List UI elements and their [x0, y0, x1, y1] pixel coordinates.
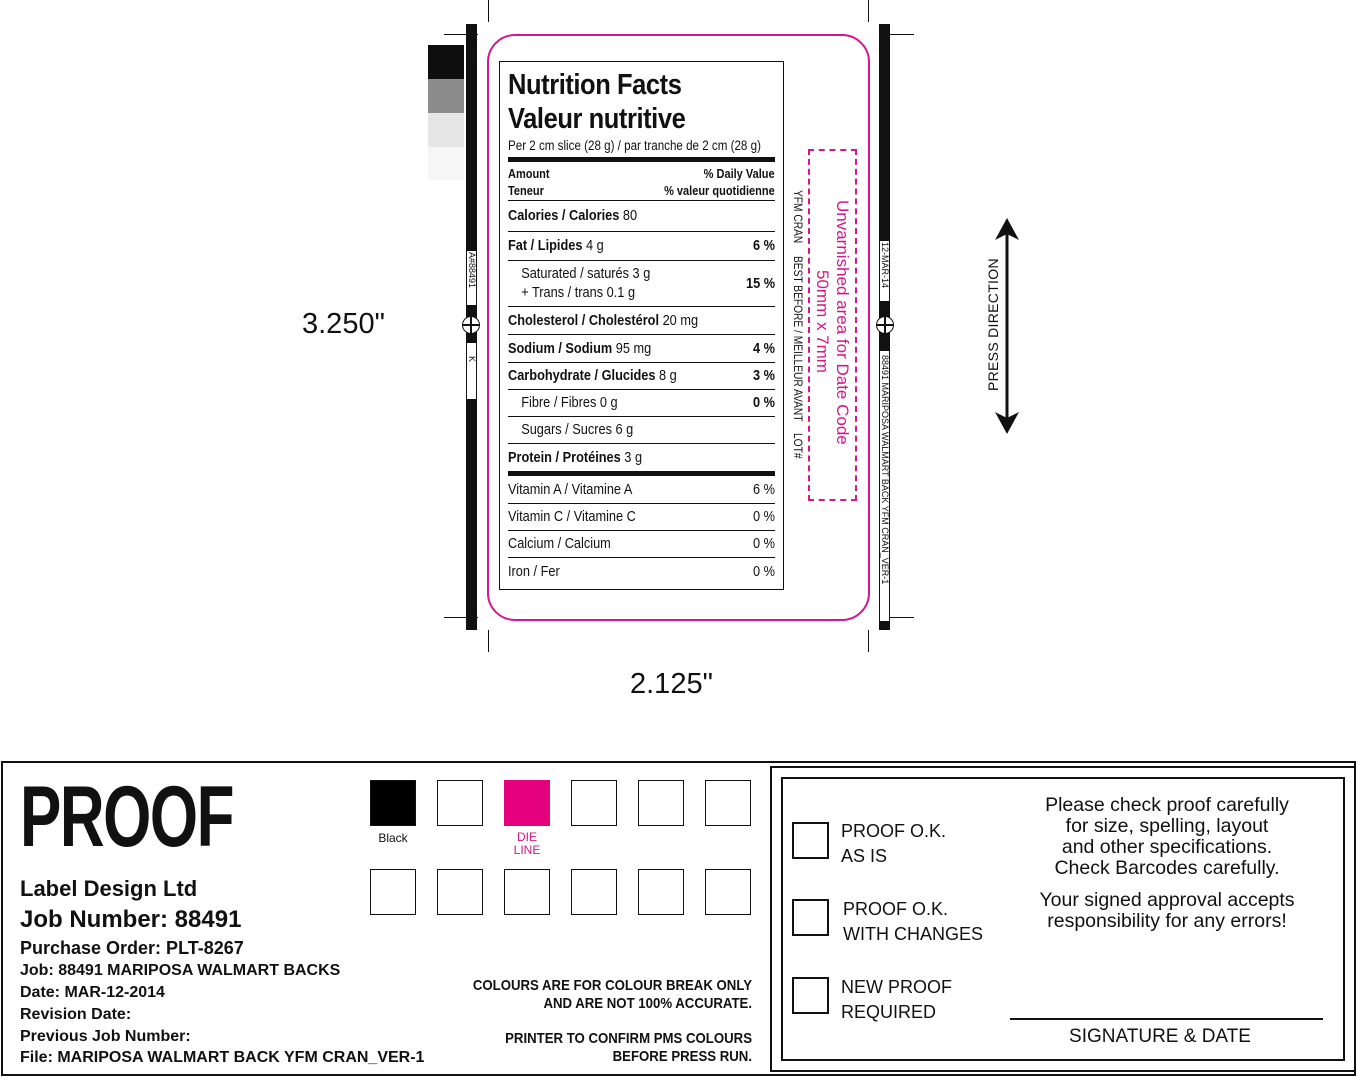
sugars-label: Sugars / Sucres 6 g: [521, 422, 634, 438]
colour-note-line1: COLOURS ARE FOR COLOUR BREAK ONLY: [472, 977, 752, 994]
job-description: Job: 88491 MARIPOSA WALMART BACKS: [20, 962, 341, 979]
vitamin-value: 0 %: [753, 536, 775, 552]
message-line: for size, spelling, layout: [1065, 815, 1269, 837]
signature-label: SIGNATURE & DATE: [1069, 1026, 1251, 1047]
cholesterol-label: Cholesterol / Cholestérol: [508, 312, 660, 329]
option-line1: NEW PROOF: [841, 977, 952, 997]
cholesterol-amount: 20 mg: [662, 312, 699, 329]
vitamin-label: Iron / Fer: [508, 563, 560, 580]
option-line2: AS IS: [841, 846, 888, 866]
swatch-die-label: [504, 831, 550, 857]
swatch-black: [370, 780, 416, 826]
best-before-text: BEST BEFORE / MEILLEUR AVANT: [791, 256, 805, 422]
crop-mark: [868, 0, 869, 22]
job-date: Date: MAR-12-2014: [20, 984, 165, 1001]
new-proof-required-label: [841, 975, 952, 1025]
carbohydrate-dv: 3 %: [753, 368, 775, 384]
saturated-row: [508, 261, 775, 307]
calories-label: Calories / Calories: [508, 208, 620, 224]
teneur-label: Teneur: [508, 184, 544, 198]
job-number: Job Number: 88491: [20, 906, 242, 933]
vitamin-label: Vitamin A / Vitamine A: [508, 481, 633, 498]
left-k-box: [466, 342, 477, 400]
crop-mark: [488, 630, 489, 652]
vitamin-row: [508, 558, 775, 585]
sodium-dv: 4 %: [753, 340, 775, 357]
date-code-line1: Unvarnished area for Date Code: [833, 200, 852, 445]
sugars-row: [508, 417, 775, 444]
printer-note: [400, 1030, 752, 1066]
swatch-die-label-line2: LINE: [513, 843, 541, 857]
swatch-empty: [437, 780, 483, 826]
fat-row: [508, 232, 775, 261]
fibre-row: [508, 390, 775, 417]
previous-job-number: Previous Job Number:: [20, 1028, 191, 1045]
vitamin-row: [508, 476, 775, 504]
swatch-black-label: Black: [378, 831, 408, 845]
right-date-text: 12-MAR-14: [880, 242, 890, 289]
swatch-empty: [638, 780, 684, 826]
nutrition-title-fr: Valeur nutritive: [508, 103, 686, 135]
vitamin-value: 0 %: [753, 509, 775, 525]
option-line1: PROOF O.K.: [841, 821, 947, 841]
vitamin-row: [508, 504, 775, 531]
saturated-dv: 15 %: [745, 275, 775, 292]
message-line: Your signed approval accepts: [1039, 889, 1295, 911]
cholesterol-row: [508, 307, 775, 335]
company-name: Label Design Ltd: [20, 876, 198, 901]
swatch-empty: [437, 869, 483, 915]
vitamin-label: Calcium / Calcium: [508, 536, 611, 552]
fibre-dv: 0 %: [753, 395, 775, 411]
nutrition-facts-table: [499, 61, 784, 590]
carbohydrate-row: [508, 363, 775, 390]
protein-row: [508, 444, 775, 471]
trans-label: + Trans / trans 0.1 g: [521, 284, 636, 301]
swatch-die-label-line1: DIE: [516, 830, 537, 844]
colour-note: [400, 977, 752, 1013]
press-direction-text: PRESS DIRECTION: [985, 258, 1001, 391]
left-k-text: K: [467, 356, 477, 363]
swatch-empty: [370, 869, 416, 915]
registration-mark-right: [876, 316, 894, 334]
header-row-fr: [508, 183, 775, 201]
proof-ok-as-is-checkbox[interactable]: [792, 822, 829, 859]
swatch-empty: [504, 869, 550, 915]
message-line: Please check proof carefully: [1045, 794, 1289, 816]
width-dimension: 2.125": [630, 668, 713, 700]
left-code-text: A#88491: [467, 252, 477, 289]
registration-mark-left: [462, 316, 480, 334]
date-code-line2: 50mm x 7mm: [813, 270, 832, 373]
thick-divider: [508, 157, 775, 162]
vitamin-row: [508, 531, 775, 558]
header-row-en: [508, 166, 775, 183]
carbohydrate-amount: 8 g: [659, 368, 677, 384]
responsibility-message: [1010, 890, 1324, 932]
proof-ok-with-changes-label: [843, 897, 983, 947]
fat-amount: 4 g: [585, 238, 604, 254]
swatch-empty: [571, 869, 617, 915]
vitamin-value: 0 %: [753, 563, 775, 580]
check-proof-message: [1010, 795, 1324, 879]
message-line: and other specifications.: [1061, 836, 1273, 858]
sodium-label: Sodium / Sodium: [508, 340, 613, 357]
lot-number-text: LOT#: [791, 433, 805, 459]
protein-amount: 3 g: [624, 449, 643, 466]
revision-date: Revision Date:: [20, 1006, 132, 1023]
option-line1: PROOF O.K.: [843, 899, 949, 919]
proof-ok-as-is-label: [841, 819, 946, 869]
swatch-empty: [705, 869, 751, 915]
daily-value-label: % Daily Value: [704, 167, 775, 181]
swatch-empty: [571, 780, 617, 826]
swatch-empty: [638, 869, 684, 915]
proof-title: PROOF: [20, 769, 233, 865]
fat-label: Fat / Lipides: [508, 238, 583, 254]
printer-note-line2: BEFORE PRESS RUN.: [612, 1048, 752, 1065]
sodium-amount: 95 mg: [615, 340, 652, 357]
swatch-die-line: [504, 780, 550, 826]
option-line2: WITH CHANGES: [843, 924, 984, 944]
vitamin-value: 6 %: [753, 481, 775, 498]
signature-line[interactable]: [1010, 1018, 1323, 1020]
valeur-quotidienne-label: % valeur quotidienne: [664, 184, 775, 198]
crop-mark: [868, 630, 869, 652]
saturated-label: Saturated / saturés 3 g: [521, 265, 651, 282]
sodium-row: [508, 335, 775, 363]
purchase-order: Purchase Order: PLT-8267: [20, 938, 244, 958]
colour-note-line2: AND ARE NOT 100% ACCURATE.: [543, 995, 752, 1012]
swatch-empty: [705, 780, 751, 826]
file-name: File: MARIPOSA WALMART BACK YFM CRAN_VER-1: [20, 1049, 425, 1066]
fat-dv: 6 %: [753, 238, 775, 254]
carbohydrate-label: Carbohydrate / Glucides: [508, 368, 656, 384]
calories-value: 80: [622, 208, 638, 224]
right-file-text: 88491 MARIPOSA WALMART BACK YFM CRAN_VER-1: [880, 355, 890, 585]
serving-size: Per 2 cm slice (28 g) / par tranche de 2 cm (28 g): [508, 138, 761, 153]
calories-row: [508, 201, 775, 232]
grey-step-wedge: [428, 45, 464, 180]
height-dimension: 3.250": [302, 308, 385, 340]
printer-note-line1: PRINTER TO CONFIRM PMS COLOURS: [505, 1030, 752, 1047]
message-line: Check Barcodes carefully.: [1054, 857, 1280, 879]
crop-mark: [488, 0, 489, 22]
protein-label: Protein / Protéines: [508, 449, 621, 466]
nutrition-title-en: Nutrition Facts: [508, 69, 682, 101]
message-line: responsibility for any errors!: [1047, 910, 1287, 932]
new-proof-required-checkbox[interactable]: [792, 977, 829, 1014]
option-line2: REQUIRED: [841, 1002, 937, 1022]
fibre-label: Fibre / Fibres 0 g: [521, 395, 618, 411]
amount-label: Amount: [508, 167, 550, 181]
yfm-cran-text: YFM CRAN: [791, 190, 805, 244]
proof-ok-with-changes-checkbox[interactable]: [792, 899, 829, 936]
vitamin-label: Vitamin C / Vitamine C: [508, 509, 636, 525]
